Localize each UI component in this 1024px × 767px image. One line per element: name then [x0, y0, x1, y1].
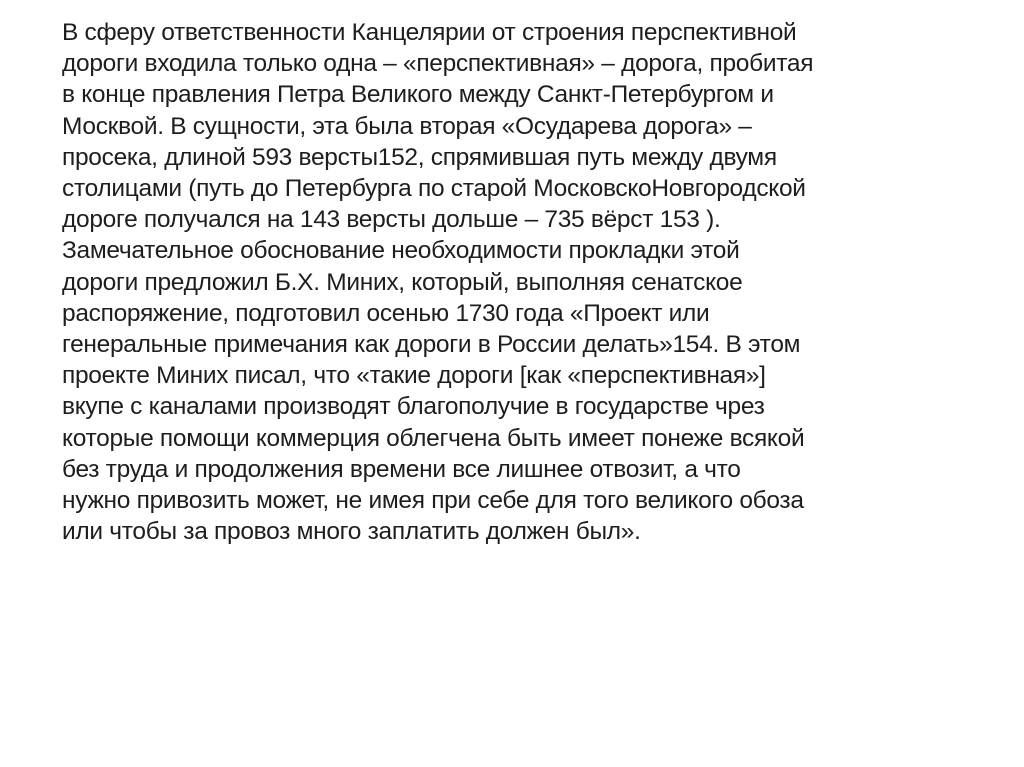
text-line: или чтобы за провоз много заплатить должен был».: [62, 518, 641, 546]
text-line: дороги входила только одна – «перспективная» – дорога, пробитая: [62, 50, 814, 78]
text-line: дороги предложил Б.Х. Миних, который, выполняя сенатское: [62, 268, 743, 296]
text-line: вкупе с каналами производят благополучие в государстве чрез: [62, 393, 765, 421]
text-line: В сферу ответственности Канцелярии от строения перспективной: [62, 19, 797, 46]
text-line: без труда и продолжения времени все лишнее отвозит, а что: [62, 455, 741, 483]
text-line: которые помощи коммерция облегчена быть имеет понеже всякой: [62, 424, 805, 452]
text-line: распоряжение, подготовил осенью 1730 года «Проект или: [62, 299, 710, 327]
text-line: генеральные примечания как дороги в России делать»154. В этом: [62, 331, 801, 359]
text-line: просека, длиной 593 версты152, спрямившая путь между двумя: [62, 143, 777, 171]
text-line: проекте Миних писал, что «такие дороги [как «перспективная»]: [62, 362, 766, 390]
text-line: столицами (путь до Петербурга по старой МосковскоНовгородской: [62, 175, 806, 203]
text-line: Москвой. В сущности, эта была вторая «Осударева дорога» –: [62, 112, 752, 140]
body-text: [62, 17, 982, 547]
text-line: нужно привозить может, не имея при себе для того великого обоза: [62, 487, 804, 515]
text-line: в конце правления Петра Великого между Санкт-Петербургом и: [62, 81, 774, 109]
text-line: Замечательное обоснование необходимости прокладки этой: [62, 237, 740, 265]
text-line: дороге получался на 143 версты дольше – 735 вёрст 153 ).: [62, 206, 721, 234]
